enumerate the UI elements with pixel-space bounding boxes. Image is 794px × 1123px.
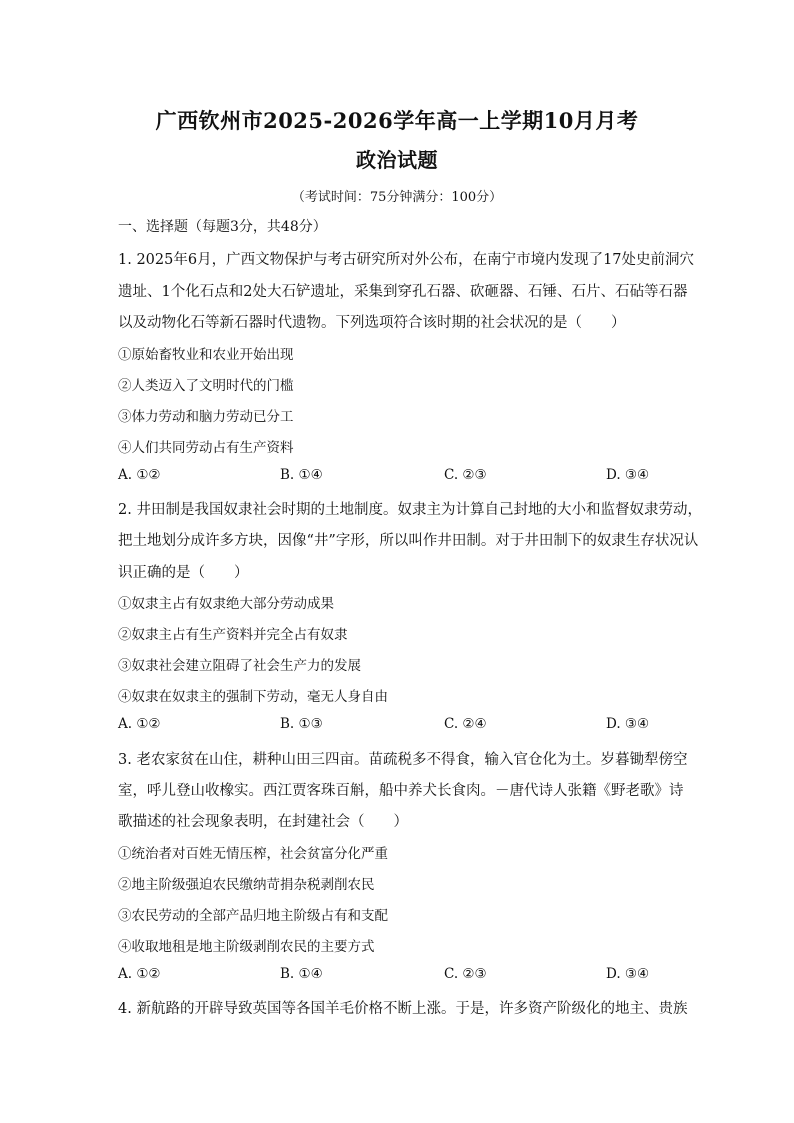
question-2-statement-1: ①奴隶主占有奴隶绝大部分劳动成果 [118, 596, 334, 612]
page-title: 广西钦州市2025-2026学年高一上学期10月月考 [155, 108, 639, 133]
question-3-statement-1: ①统治者对百姓无情压榨，社会贫富分化严重 [118, 846, 388, 862]
question-3-line-2: 室，呼儿登山收橡实。西江贾客珠百斛，船中养犬长食肉。－唐代诗人张籍《野老歌》诗 [118, 783, 684, 799]
question-2-statement-3: ③奴隶社会建立阻碍了社会生产力的发展 [118, 658, 361, 674]
question-1-line-1: 1. 2025年6月，广西文物保护与考古研究所对外公布，在南宁市境内发现了17处史前洞穴 [118, 252, 695, 268]
question-2-choice-a: A. ①② [118, 716, 161, 732]
question-3-line-3: 歌描述的社会现象表明，在封建社会（ ） [118, 814, 408, 830]
question-1-choices [118, 467, 658, 487]
question-3-choices [118, 966, 658, 986]
question-1-choice-d: D. ③④ [606, 467, 650, 483]
question-4-line-1: 4. 新航路的开辟导致英国等各国羊毛价格不断上涨。于是，许多资产阶级化的地主、贵族 [118, 1001, 688, 1017]
question-2-choice-d: D. ③④ [606, 716, 650, 732]
question-3-statement-4: ④收取地租是地主阶级剥削农民的主要方式 [118, 939, 375, 955]
page-subtitle: 政治试题 [356, 148, 438, 172]
question-2-line-2: 把土地划分成许多方块，因像“井”字形，所以叫作井田制。对于井田制下的奴隶生存状况认 [118, 533, 699, 549]
question-2-choices [118, 716, 658, 736]
question-3-choice-c: C. ②③ [444, 966, 487, 982]
question-3-choice-b: B. ①④ [280, 966, 323, 982]
question-2-statement-2: ②奴隶主占有生产资料并完全占有奴隶 [118, 627, 348, 643]
question-2-choice-c: C. ②④ [444, 716, 487, 732]
question-1-choice-c: C. ②③ [444, 467, 487, 483]
question-1-line-3: 以及动物化石等新石器时代遗物。下列选项符合该时期的社会状况的是（ ） [118, 315, 626, 331]
question-2-choice-b: B. ①③ [280, 716, 323, 732]
section-title: 一、选择题（每题3分，共48分） [118, 219, 327, 235]
question-1-statement-3: ③体力劳动和脑力劳动已分工 [118, 409, 294, 425]
question-1-statement-1: ①原始畜牧业和农业开始出现 [118, 347, 294, 363]
exam-info: （考试时间：75分钟满分：100分） [291, 190, 503, 205]
question-1-choice-b: B. ①④ [280, 467, 323, 483]
question-1-statement-2: ②人类迈入了文明时代的门槛 [118, 378, 294, 394]
question-1-statement-4: ④人们共同劳动占有生产资料 [118, 440, 294, 456]
question-3-statement-3: ③农民劳动的全部产品归地主阶级占有和支配 [118, 908, 388, 924]
question-2-line-3: 识正确的是（ ） [118, 565, 249, 581]
question-3-choice-d: D. ③④ [606, 966, 650, 982]
question-3-statement-2: ②地主阶级强迫农民缴纳苛捐杂税剥削农民 [118, 877, 375, 893]
question-2-statement-4: ④奴隶在奴隶主的强制下劳动，毫无人身自由 [118, 689, 388, 705]
question-2-line-1: 2. 井田制是我国奴隶社会时期的土地制度。奴隶主为计算自己封地的大小和监督奴隶劳动， [118, 502, 702, 518]
question-1-choice-a: A. ①② [118, 467, 161, 483]
question-3-line-1: 3. 老农家贫在山住，耕种山田三四亩。苗疏税多不得食，输入官仓化为土。岁暮锄犁傍空 [118, 752, 688, 768]
question-3-choice-a: A. ①② [118, 966, 161, 982]
question-1-line-2: 遗址、1个化石点和2处大石铲遗址，采集到穿孔石器、砍砸器、石锤、石片、石砧等石器 [118, 284, 688, 300]
